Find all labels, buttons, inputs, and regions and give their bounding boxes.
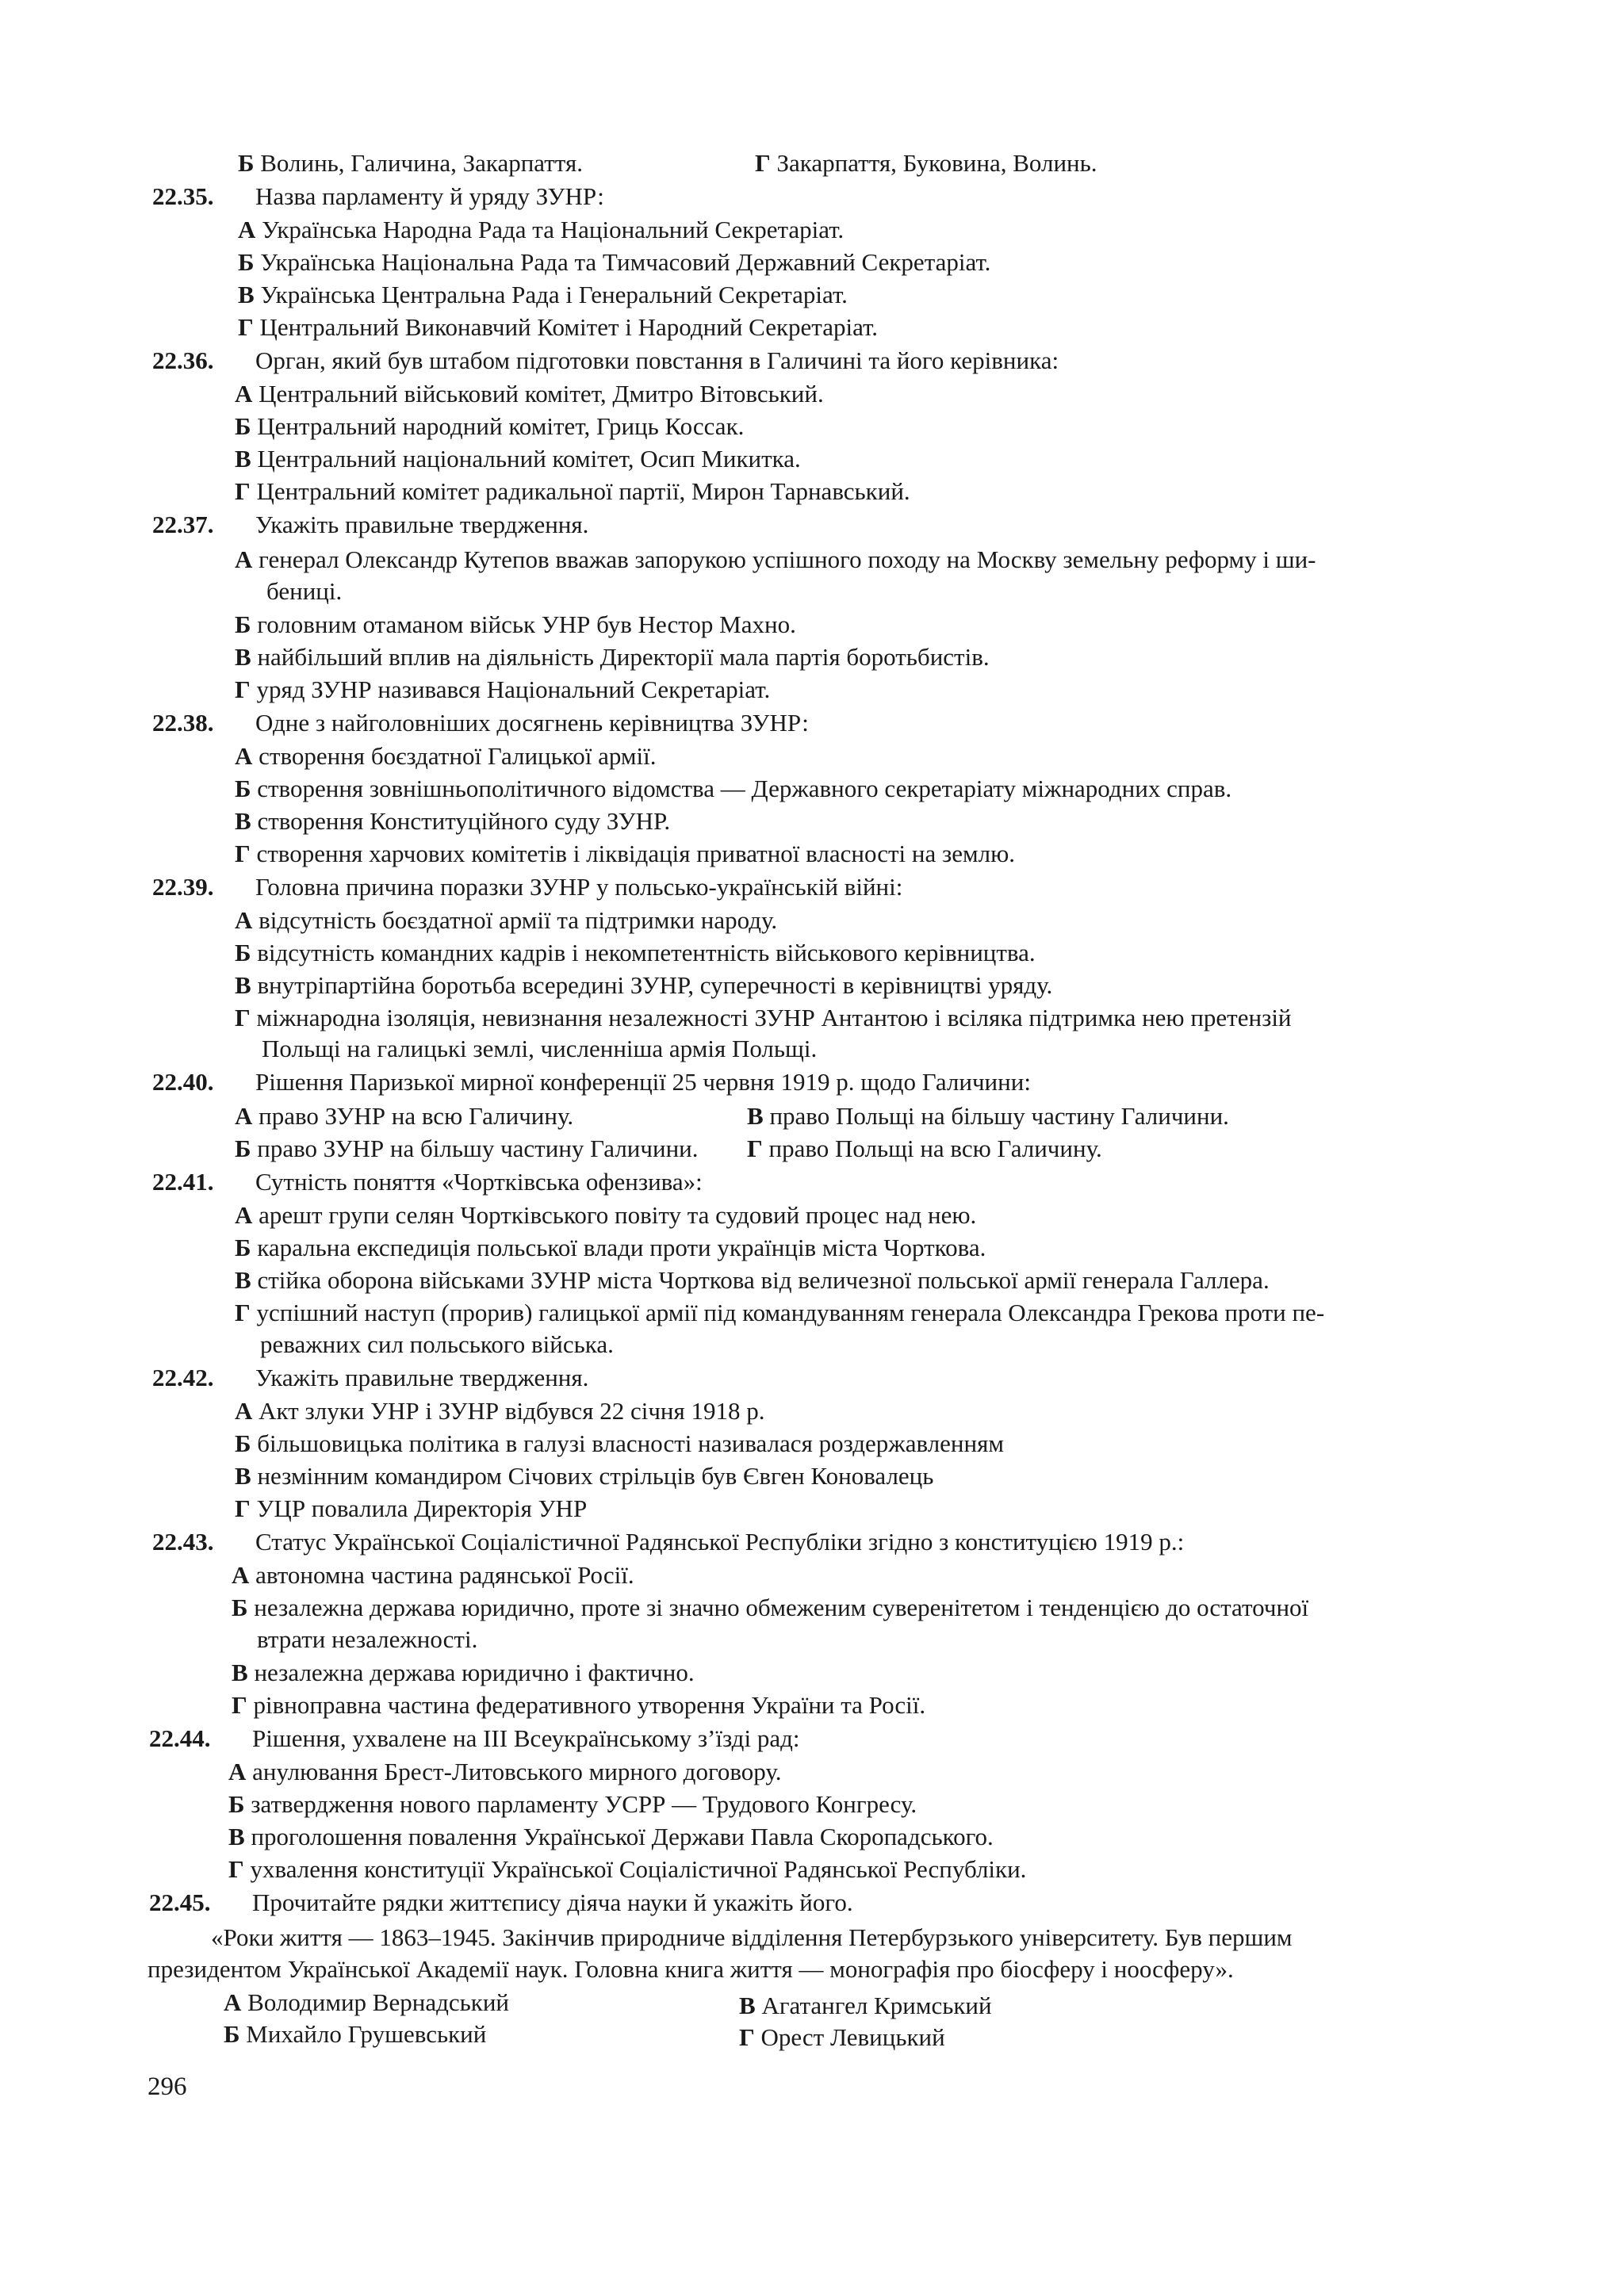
answer-option xyxy=(238,279,848,311)
answer-option xyxy=(235,740,657,772)
answer-option xyxy=(235,1133,699,1165)
answer-option xyxy=(235,773,1231,805)
option-letter: В xyxy=(235,807,251,835)
option-letter: А xyxy=(228,1758,247,1785)
option-text: Центральний національний комітет, Осип Микитка. xyxy=(257,445,801,473)
option-letter: А xyxy=(235,1201,253,1229)
quote-text: «Роки життя — 1863–1945. Закінчив природниче відділення Петербурзького університету. Був першим xyxy=(211,1923,1293,1951)
option-continuation: бениці. xyxy=(266,577,343,605)
option-text: Михайло Грушевський xyxy=(246,2020,487,2048)
question-heading xyxy=(149,1723,799,1755)
option-letter: В xyxy=(228,1823,245,1850)
option-letter: Б xyxy=(235,775,251,802)
option-letter: Г xyxy=(232,1691,247,1719)
answer-option xyxy=(235,1460,933,1492)
question-text: Назва парламенту й уряду ЗУНР: xyxy=(255,182,604,210)
option-text: незалежна держава юридично і фактично. xyxy=(254,1659,695,1686)
question-number: 22.45. xyxy=(149,1888,211,1916)
option-text: право Польщі на всю Галичину. xyxy=(768,1135,1102,1162)
page-number: 296 xyxy=(147,2072,187,2101)
option-text: більшовицька політика в галузі власності називалася роздержавленням xyxy=(257,1429,1004,1457)
answer-option xyxy=(238,147,583,179)
option-letter: Г xyxy=(739,2023,755,2051)
option-letter: Г xyxy=(235,1004,251,1031)
option-text: Володимир Вернадський xyxy=(247,1988,509,2016)
question-number: 22.43. xyxy=(152,1528,214,1556)
answer-option xyxy=(235,1265,1270,1296)
option-letter: В xyxy=(235,1266,251,1294)
option-text: рівноправна частина федеративного утворення України та Росії. xyxy=(253,1691,926,1719)
option-letter: А xyxy=(235,1397,253,1425)
option-text: Українська Центральна Рада і Генеральний Секретаріат. xyxy=(260,281,848,308)
answer-option xyxy=(238,214,844,246)
option-text: право ЗУНР на всю Галичину. xyxy=(259,1102,574,1130)
question-heading xyxy=(149,1887,853,1919)
option-text: уряд ЗУНР називався Національний Секретаріат. xyxy=(256,675,771,703)
option-text: створення зовнішньополітичного відомства — Державного секретаріату міжнародних справ. xyxy=(257,775,1232,802)
option-letter: В xyxy=(235,1462,251,1490)
option-letter: Б xyxy=(235,1429,251,1457)
option-letter: Г xyxy=(235,1299,251,1326)
option-text: Центральний комітет радикальної партії, Мирон Тарнавський. xyxy=(256,477,910,505)
option-letter: Б xyxy=(235,1234,251,1261)
option-letter: В xyxy=(235,971,251,999)
option-letter: Б xyxy=(235,610,251,638)
option-continuation: Польщі на галицькі землі, численніша армія Польщі. xyxy=(262,1035,818,1062)
answer-option xyxy=(228,1854,1026,1885)
option-text: Акт злуки УНР і ЗУНР відбувся 22 січня 1918 р. xyxy=(259,1397,765,1425)
answer-option xyxy=(755,147,1097,179)
option-text: Волинь, Галичина, Закарпаття. xyxy=(260,149,583,177)
question-text: Укажіть правильне твердження. xyxy=(255,511,589,538)
question-heading xyxy=(152,707,809,739)
question-text: Укажіть правильне твердження. xyxy=(255,1364,589,1391)
option-letter: А xyxy=(224,1988,242,2016)
option-letter: А xyxy=(235,1102,253,1130)
option-letter: В xyxy=(235,445,251,473)
answer-option xyxy=(235,641,990,673)
option-text: УЦР повалила Директорія УНР xyxy=(256,1494,588,1522)
option-letter: Б xyxy=(235,1135,251,1162)
question-heading xyxy=(152,1166,703,1198)
answer-option xyxy=(235,1297,1324,1329)
answer-option xyxy=(235,838,1015,870)
answer-option xyxy=(238,312,878,343)
option-text: право ЗУНР на більшу частину Галичини. xyxy=(257,1135,699,1162)
option-letter: А xyxy=(235,380,253,408)
option-text: незалежна держава юридично, проте зі значно обмеженим суверенітетом і тенденцією до остаточної xyxy=(254,1594,1309,1621)
option-letter: В xyxy=(232,1659,248,1686)
question-number: 22.42. xyxy=(152,1364,214,1391)
option-text: право Польщі на більшу частину Галичини. xyxy=(769,1102,1229,1130)
option-text: відсутність боєздатної армії та підтримки народу. xyxy=(259,906,778,934)
option-letter: А xyxy=(232,1561,250,1589)
option-text: генерал Олександр Кутепов вважав запорукою успішного походу на Москву земельну реформу і ши- xyxy=(259,545,1316,573)
option-letter: Г xyxy=(235,840,251,867)
answer-option xyxy=(235,443,801,475)
question-heading xyxy=(152,345,1059,377)
option-letter: В xyxy=(238,281,255,308)
question-text: Орган, який був штабом підготовки повстання в Галичині та його керівника: xyxy=(255,346,1059,374)
quote-text: президентом Української Академії наук. Головна книга життя — монографія про біосферу і ноосферу». xyxy=(147,1955,1234,1983)
option-letter: Г xyxy=(228,1855,244,1883)
option-text: успішний наступ (прорив) галицької армії під командуванням генерала Олександра Грекова проти пе- xyxy=(256,1299,1325,1326)
option-letter: А xyxy=(235,545,253,573)
question-text: Сутність поняття «Чортківська офензива»: xyxy=(255,1168,703,1196)
question-heading xyxy=(152,1362,588,1394)
answer-option xyxy=(235,970,1052,1001)
option-text: Українська Національна Рада та Тимчасовий Державний Секретаріат. xyxy=(260,248,991,276)
question-text: Статус Української Соціалістичної Радянської Республіки згідно з конституцією 1919 р.: xyxy=(255,1528,1185,1556)
option-letter: Г xyxy=(235,1494,251,1522)
question-text: Рішення Паризької мирної конференції 25 червня 1919 р. щодо Галичини: xyxy=(255,1068,1031,1096)
option-letter: Б xyxy=(238,248,255,276)
answer-option xyxy=(235,411,744,442)
answer-option xyxy=(232,1559,634,1591)
option-text: створення харчових комітетів і ліквідація приватної власності на землю. xyxy=(256,840,1016,867)
option-letter: В xyxy=(235,643,251,671)
answer-option xyxy=(232,1689,925,1721)
option-text: ухвалення конституції Української Соціалістичної Радянської Республіки. xyxy=(250,1855,1027,1883)
option-text: внутріпартійна боротьба всередині ЗУНР, суперечності в керівництві уряду. xyxy=(257,971,1053,999)
question-heading xyxy=(152,509,588,541)
question-heading xyxy=(152,871,902,903)
option-text: Центральний народний комітет, Гриць Коссак. xyxy=(257,412,745,440)
answer-option xyxy=(747,1100,1229,1132)
option-letter: Б xyxy=(232,1594,248,1621)
option-text: анулювання Брест-Литовського мирного договору. xyxy=(252,1758,782,1785)
option-text: Центральний Виконавчий Комітет і Народний Секретаріат. xyxy=(259,313,879,341)
question-number: 22.37. xyxy=(152,511,214,538)
answer-option xyxy=(235,905,777,936)
answer-option xyxy=(739,1990,992,2022)
answer-option xyxy=(235,378,824,410)
option-letter: А xyxy=(235,906,253,934)
answer-option xyxy=(224,2019,486,2050)
option-text: автономна частина радянської Росії. xyxy=(255,1561,634,1589)
option-letter: Б xyxy=(235,939,251,966)
answer-option xyxy=(238,247,990,278)
option-letter: Б xyxy=(224,2020,240,2048)
question-number: 22.39. xyxy=(152,873,214,901)
option-letter: А xyxy=(238,216,256,243)
option-text: незмінним командиром Січових стрільців був Євген Коновалець xyxy=(257,1462,934,1490)
question-text: Головна причина поразки ЗУНР у польсько-українській війні: xyxy=(255,873,903,901)
option-text: міжнародна ізоляція, невизнання незалежності ЗУНР Антантою і всіляка підтримка нею претензій xyxy=(256,1004,1292,1031)
answer-option xyxy=(235,1493,587,1525)
option-letter: Г xyxy=(747,1135,763,1162)
answer-option xyxy=(235,1002,1292,1034)
answer-option xyxy=(235,544,1316,576)
answer-option xyxy=(224,1987,509,2019)
question-heading xyxy=(152,181,604,212)
option-text: арешт групи селян Чортківського повіту та судовий процес над нею. xyxy=(259,1201,977,1229)
option-text: каральна експедиція польської влади проти українців міста Чорткова. xyxy=(257,1234,986,1261)
option-letter: Г xyxy=(755,149,771,177)
option-text: найбільший вплив на діяльність Директорії мала партія боротьбистів. xyxy=(257,643,990,671)
question-text: Рішення, ухвалене на ІІІ Всеукраїнському з’їзді рад: xyxy=(252,1724,800,1752)
answer-option xyxy=(235,937,1036,969)
answer-option xyxy=(232,1592,1308,1624)
option-letter: Г xyxy=(235,675,251,703)
answer-option xyxy=(235,1395,765,1427)
option-text: проголошення повалення Української Держави Павла Скоропадського. xyxy=(251,1823,994,1850)
answer-option xyxy=(232,1657,695,1689)
option-letter: В xyxy=(747,1102,764,1130)
answer-option xyxy=(235,674,770,706)
option-letter: А xyxy=(235,742,253,770)
option-text: створення Конституційного суду ЗУНР. xyxy=(257,807,671,835)
option-letter: Б xyxy=(238,149,255,177)
answer-option xyxy=(235,1428,1004,1460)
question-number: 22.36. xyxy=(152,346,214,374)
option-text: Українська Народна Рада та Національний Секретаріат. xyxy=(262,216,845,243)
question-heading xyxy=(152,1526,1184,1558)
answer-option xyxy=(235,806,670,837)
option-text: головним отаманом військ УНР був Нестор Махно. xyxy=(257,610,796,638)
question-number: 22.38. xyxy=(152,709,214,737)
question-text: Прочитайте рядки життєпису діяча науки й укажіть його. xyxy=(252,1888,853,1916)
question-number: 22.41. xyxy=(152,1168,214,1196)
answer-option xyxy=(747,1133,1102,1165)
option-text: Закарпаття, Буковина, Волинь. xyxy=(776,149,1097,177)
question-number: 22.44. xyxy=(149,1724,211,1752)
option-text: затвердження нового парламенту УСРР — Трудового Конгресу. xyxy=(251,1790,917,1818)
option-letter: В xyxy=(739,1992,756,2019)
answer-option xyxy=(235,1100,573,1132)
question-number: 22.40. xyxy=(152,1068,214,1096)
option-text: створення боєздатної Галицької армії. xyxy=(259,742,657,770)
answer-option xyxy=(235,476,910,507)
option-text: Агатангел Кримський xyxy=(761,1992,992,2019)
option-text: Центральний військовий комітет, Дмитро Вітовський. xyxy=(259,380,824,408)
answer-option xyxy=(235,609,796,641)
option-text: стійка оборона військами ЗУНР міста Чорткова від величезної польської армії генерала Галлера. xyxy=(257,1266,1270,1294)
question-text: Одне з найголовніших досягнень керівництва ЗУНР: xyxy=(255,709,809,737)
option-letter: Г xyxy=(235,477,251,505)
answer-option xyxy=(228,1821,994,1853)
option-letter: Г xyxy=(238,313,254,341)
answer-option xyxy=(739,2022,945,2053)
option-text: Орест Левицький xyxy=(760,2023,945,2051)
option-continuation: реважних сил польського війська. xyxy=(260,1330,614,1358)
option-letter: Б xyxy=(235,412,251,440)
answer-option xyxy=(228,1789,917,1820)
option-continuation: втрати незалежності. xyxy=(257,1625,478,1653)
option-text: відсутність командних кадрів і некомпетентність військового керівництва. xyxy=(257,939,1036,966)
answer-option xyxy=(235,1200,976,1231)
option-letter: Б xyxy=(228,1790,245,1818)
question-heading xyxy=(152,1066,1031,1098)
question-number: 22.35. xyxy=(152,182,214,210)
answer-option xyxy=(235,1232,986,1264)
answer-option xyxy=(228,1756,782,1788)
